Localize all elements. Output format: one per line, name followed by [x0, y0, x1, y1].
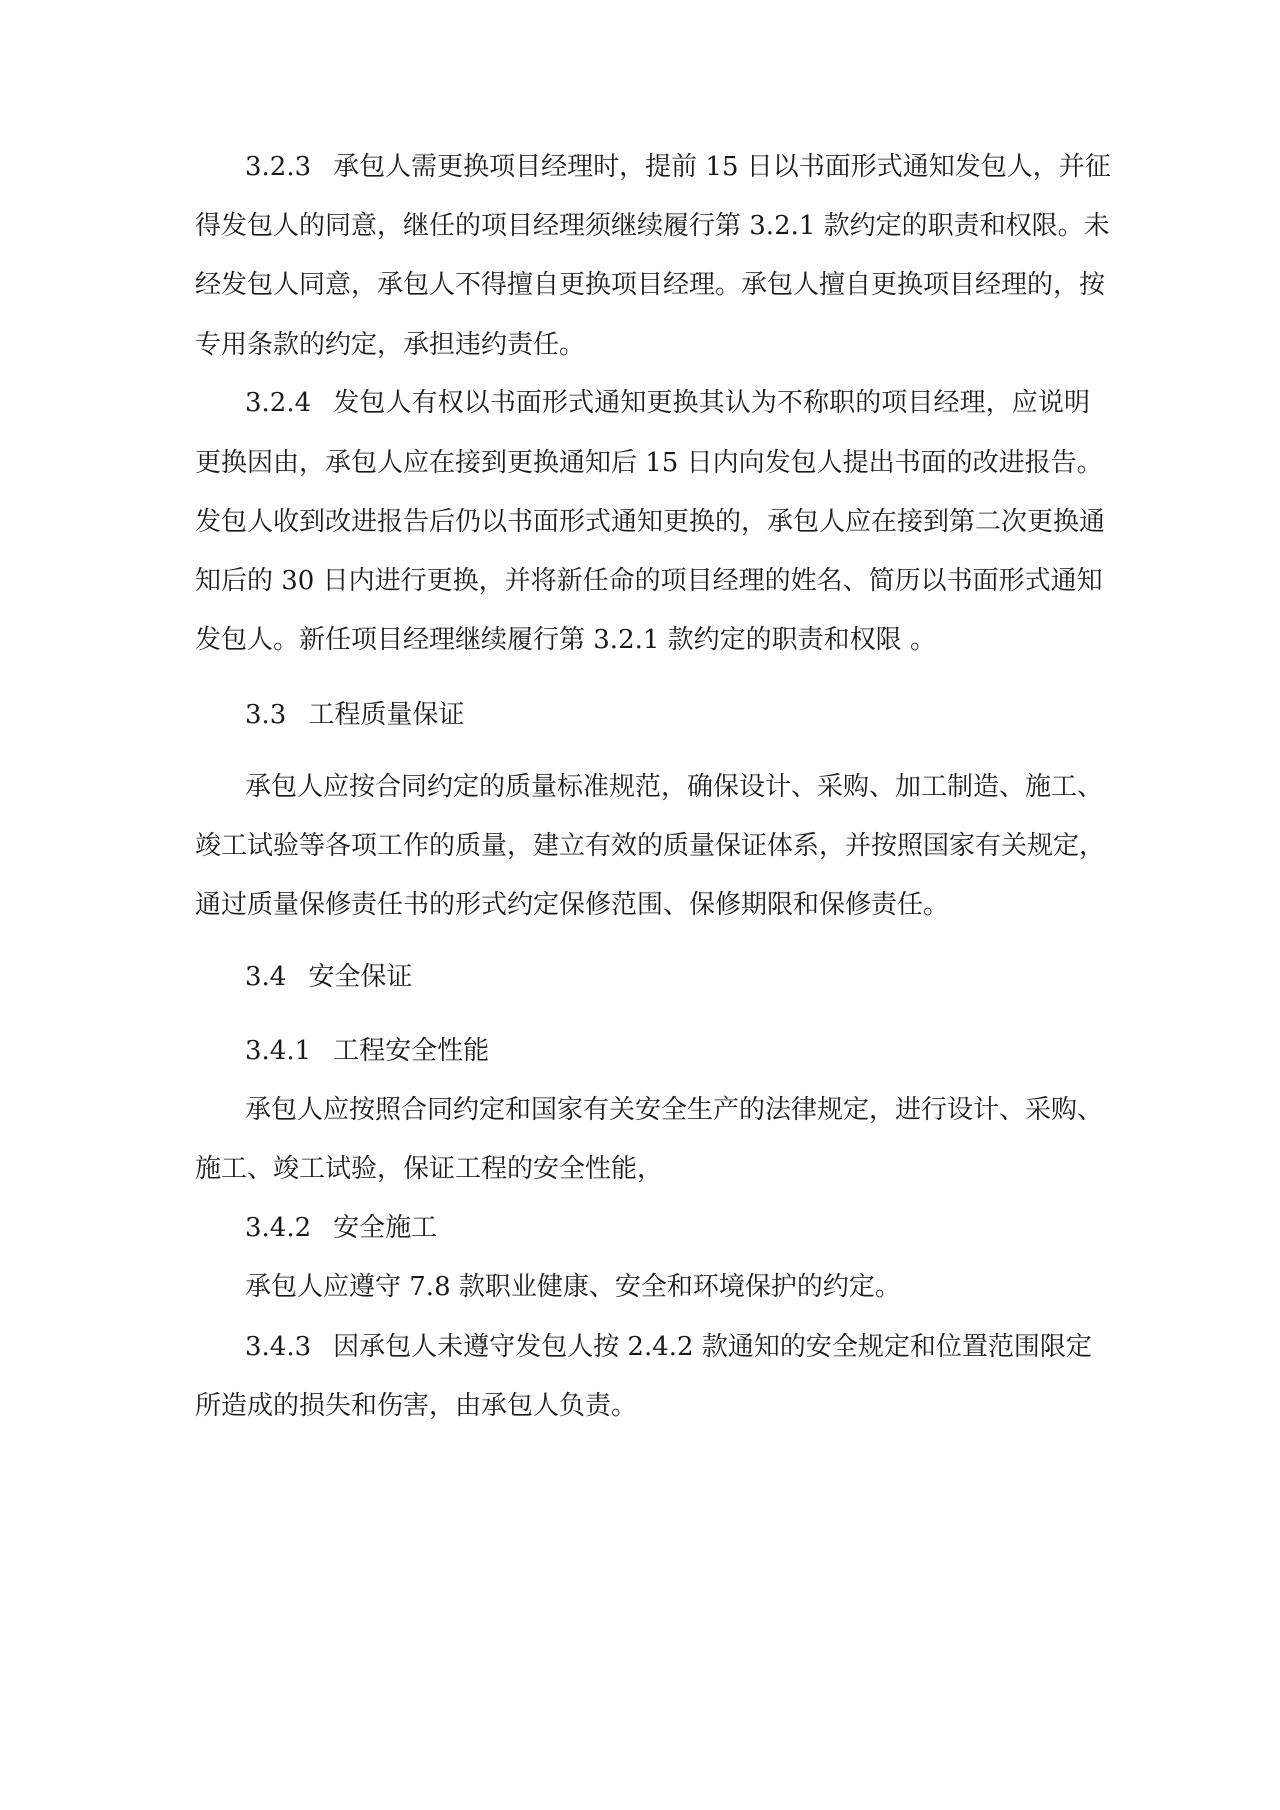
clause-3-4-2-line-1: 承包人应遵守 7.8 款职业健康、安全和环境保护的约定。 — [245, 1272, 901, 1302]
section-title: 安全保证 — [308, 962, 413, 992]
clause-3-4-3-line-2: 所造成的损失和伤害，由承包人负责。 — [195, 1391, 638, 1421]
section-3-3-line-3: 通过质量保修责任书的形式约定保修范围、保修期限和保修责任。 — [195, 890, 950, 920]
section-3-3-line-1: 承包人应按合同约定的质量标准规范，确保设计、采购、加工制造、施工、 — [245, 772, 1104, 802]
clause-3-2-4-line-2: 更换因由，承包人应在接到更换通知后 15 日内向发包人提出书面的改进报告。 — [195, 448, 1103, 478]
clause-title: 工程安全性能 — [333, 1036, 490, 1066]
clause-number: 3.4.2 — [245, 1213, 312, 1243]
clause-3-2-3-line-2: 得发包人的同意，继任的项目经理须继续履行第 3.2.1 款约定的职责和权限。未 — [195, 211, 1110, 241]
clause-3-2-3-line-4: 专用条款的约定，承担违约责任。 — [195, 330, 586, 360]
clause-text: 因承包人未遵守发包人按 2.4.2 款通知的安全规定和位置范围限定 — [333, 1332, 1092, 1362]
clause-3-2-3-line-1 — [245, 150, 1111, 184]
clause-number: 3.2.4 — [245, 388, 312, 418]
section-3-4-heading — [245, 960, 1090, 994]
clause-3-4-1-heading — [245, 1034, 1090, 1068]
clause-3-4-3-line-1 — [245, 1330, 1090, 1364]
clause-3-2-4-line-4: 知后的 30 日内进行更换，并将新任命的项目经理的姓名、简历以书面形式通知 — [195, 566, 1103, 596]
section-title: 工程质量保证 — [308, 700, 465, 730]
clause-3-4-1-line-1: 承包人应按照合同约定和国家有关安全生产的法律规定，进行设计、采购、 — [245, 1095, 1104, 1125]
clause-text: 发包人有权以书面形式通知更换其认为不称职的项目经理，应说明 — [333, 388, 1090, 418]
clause-number: 3.4.3 — [245, 1332, 312, 1362]
section-3-3-line-2: 竣工试验等各项工作的质量，建立有效的质量保证体系，并按照国家有关规定， — [195, 831, 1106, 861]
section-number: 3.3 — [245, 700, 287, 730]
clause-text: 承包人需更换项目经理时，提前 15 日以书面形式通知发包人，并征 — [333, 152, 1111, 182]
clause-3-4-2-heading — [245, 1211, 1090, 1245]
clause-title: 安全施工 — [333, 1213, 438, 1243]
clause-number: 3.2.3 — [245, 152, 312, 182]
clause-3-2-3-line-3: 经发包人同意，承包人不得擅自更换项目经理。承包人擅自更换项目经理的，按 — [195, 270, 1106, 300]
section-3-3-heading — [245, 698, 1090, 732]
clause-3-4-1-line-2: 施工、竣工试验，保证工程的安全性能， — [195, 1154, 664, 1184]
clause-number: 3.4.1 — [245, 1036, 312, 1066]
section-number: 3.4 — [245, 962, 287, 992]
clause-3-2-4-line-3: 发包人收到改进报告后仍以书面形式通知更换的，承包人应在接到第二次更换通 — [195, 507, 1106, 537]
clause-3-2-4-line-5: 发包人。新任项目经理继续履行第 3.2.1 款约定的职责和权限 。 — [195, 625, 936, 655]
clause-3-2-4-line-1 — [245, 386, 1090, 420]
